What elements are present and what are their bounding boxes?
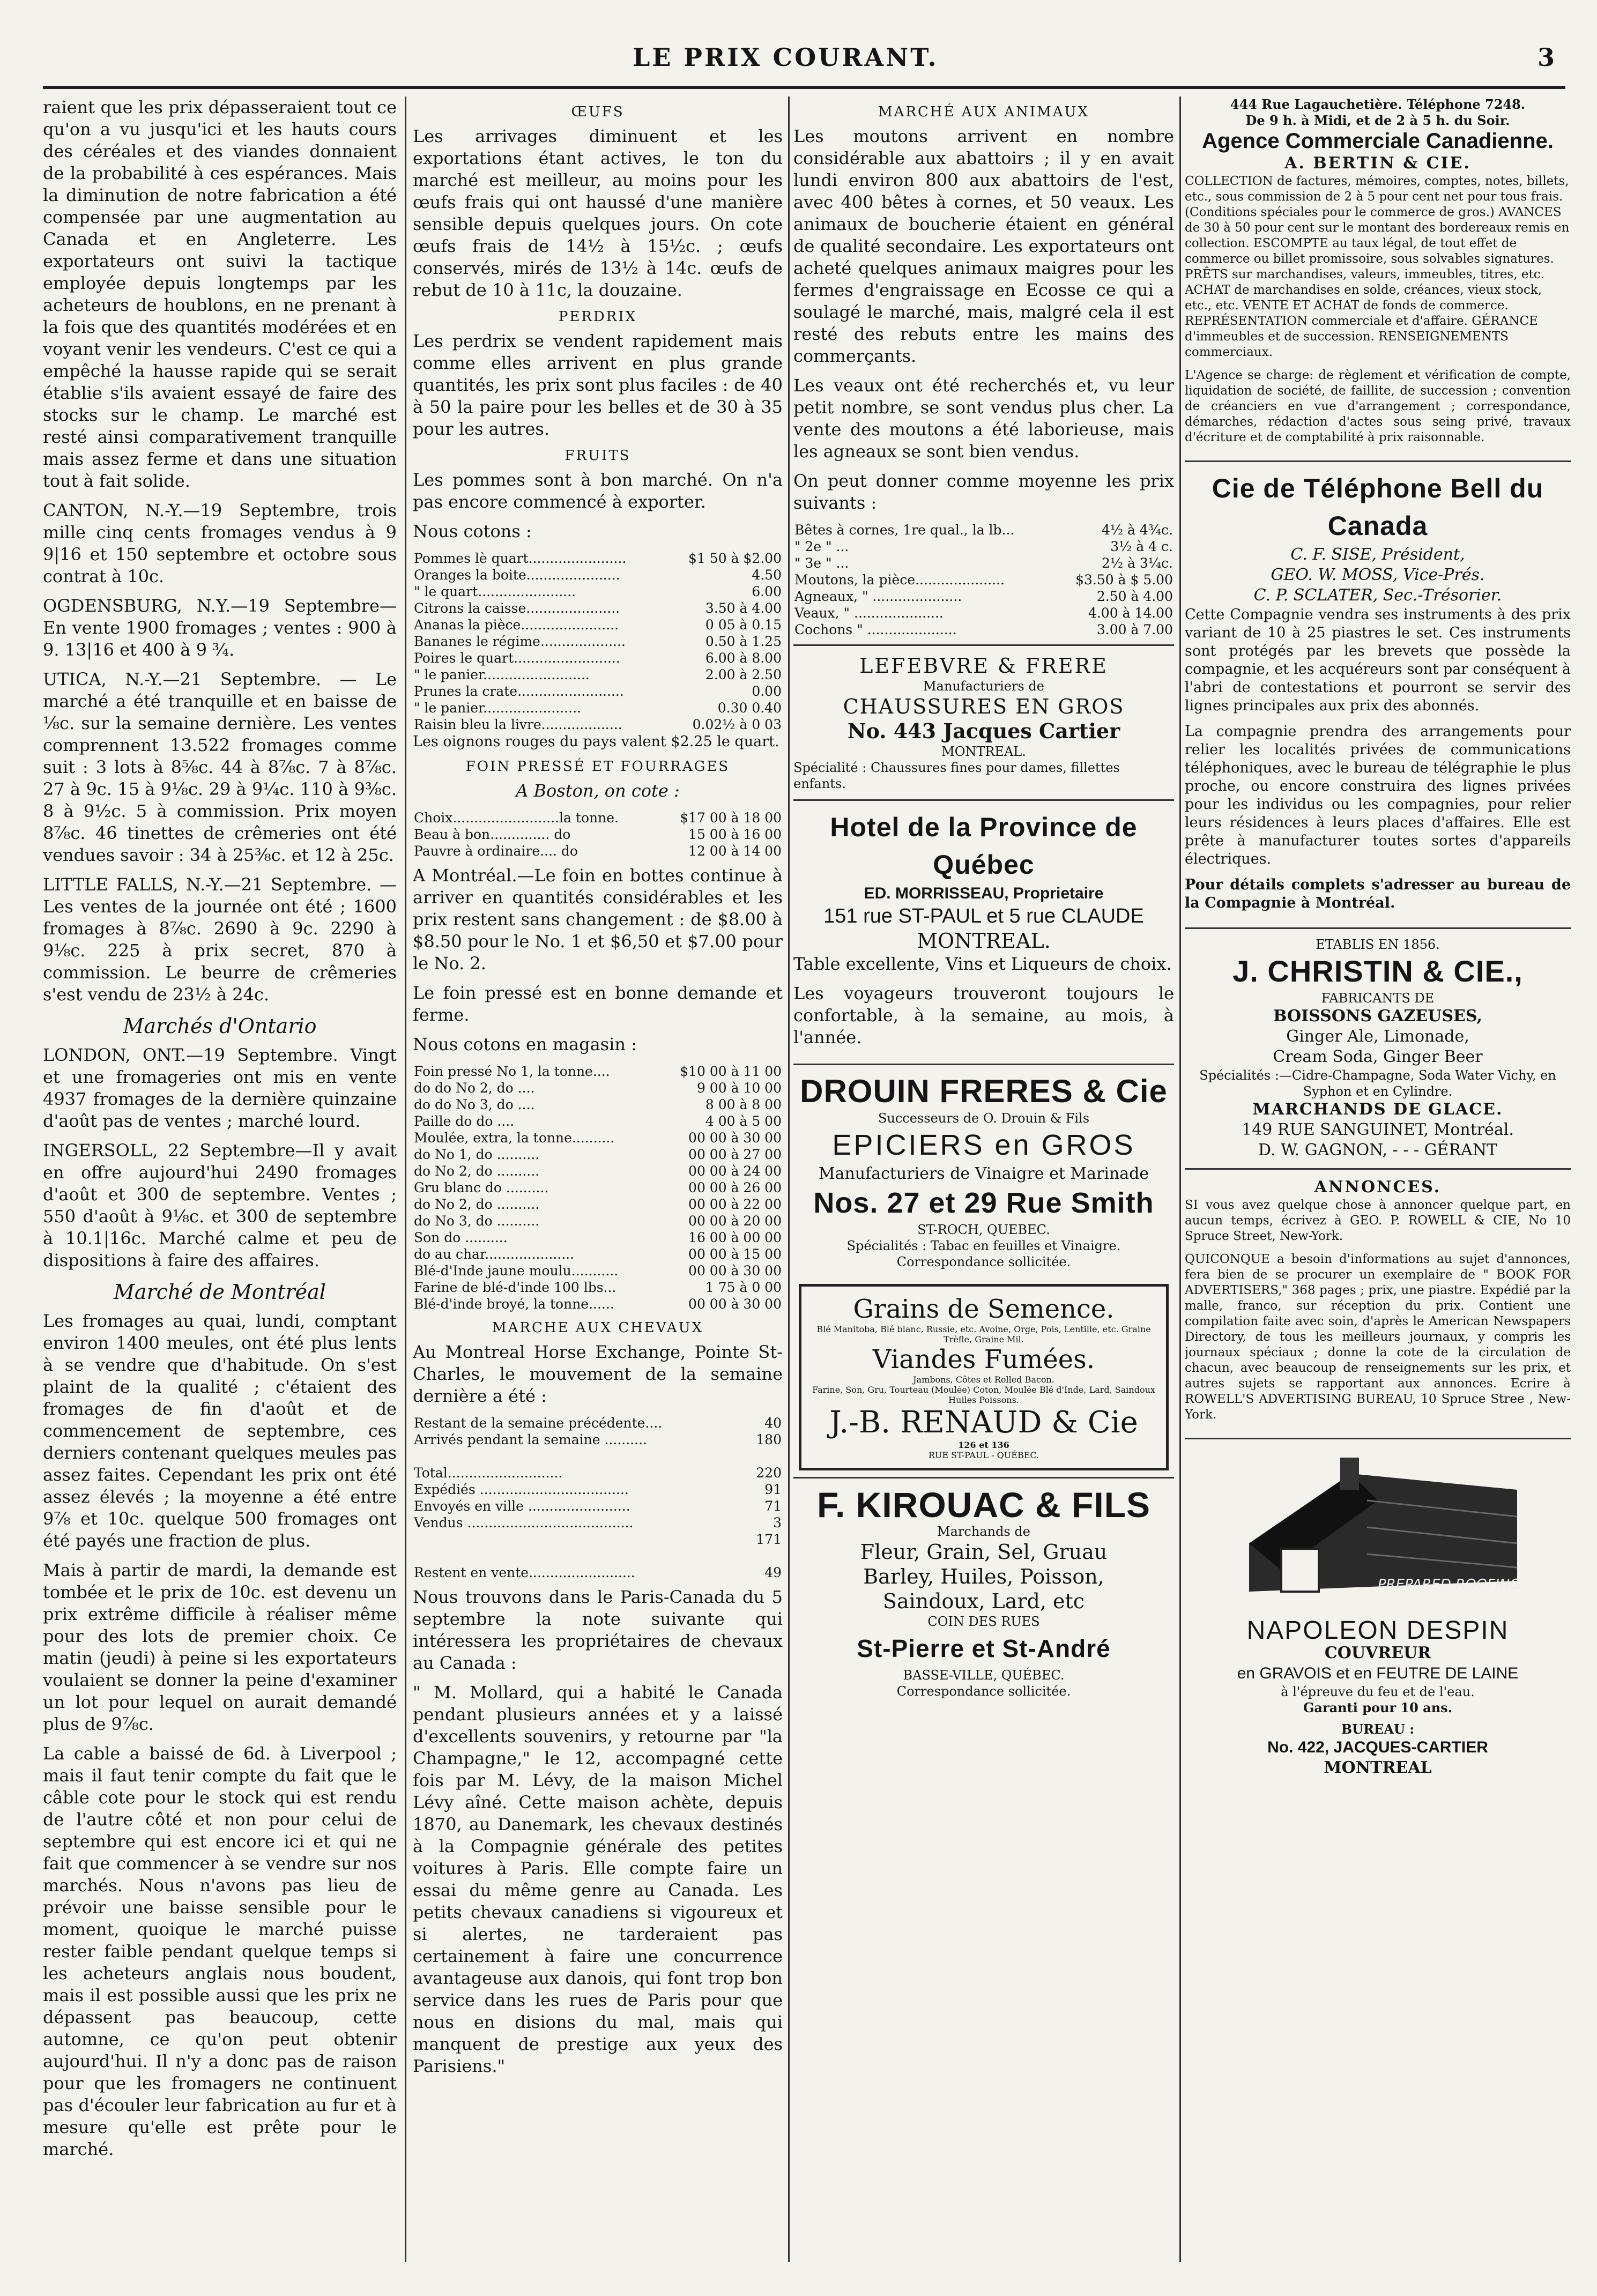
table-row (413, 600, 783, 616)
ad-text: FABRICANTS DE (1321, 991, 1435, 1006)
ad-city: MONTREAL. (941, 744, 1026, 759)
row-value: 49 (764, 1565, 782, 1580)
article-paragraph: Les veaux ont été recherchés et, vu leur petit nombre, se sont vendus plus cher. La vente des moutons a été laborieuse, mais les agneaux se sont bien vendus. (793, 375, 1174, 462)
row-label: " le panier....................... (414, 700, 581, 716)
row-label: do do No 3, do .... (414, 1097, 535, 1112)
row-value: 00 00 à 22 00 (688, 1197, 782, 1212)
section-heading-ontario: Marchés d'Ontario (123, 1014, 317, 1038)
table-row (793, 538, 1174, 555)
ad-text: COLLECTION de factures, mémoires, comptes, notes, billets, etc., sous commission de 2 à 5 pour cent net pour tous frais. (Conditions spéciales pour le commerce de gros.) AVANCES de 30 à 50 pour cent sur le montant des bordereaux remis en collection. ESCOMPTE au taux légal, de tout effet de commerce ou billet promissoire, sous solvables signatures. PRÊTS sur marchandises, valeurs, immeubles, titres, etc. ACHAT de marchandises en solde, créances, vieux stock, etc., etc. VENTE ET ACHAT de fonds de commerce. REPRÉSENTATION commerciale et d'affaire. GÉRANCE d'immeubles et de succession. RENSEIGNEMENTS commerciaux. (1185, 174, 1570, 359)
ad-city: BASSE-VILLE, QUÉBEC. (903, 1668, 1065, 1683)
ad-text: 126 et 136 (958, 1440, 1009, 1450)
row-value: 4.50 (752, 567, 782, 583)
table-row (413, 1262, 783, 1279)
table-row (793, 555, 1174, 571)
table-row (413, 633, 783, 650)
row-value: 0.00 (752, 683, 782, 699)
row-value: 91 (764, 1482, 782, 1497)
table-row (413, 616, 783, 633)
article-paragraph: Les pommes sont à bon marché. On n'a pas encore commencé à exporter. (413, 470, 783, 512)
article-paragraph: Au Montreal Horse Exchange, Pointe St-Charles, le mouvement de la semaine dernière a été : (413, 1342, 783, 1406)
table-row (413, 700, 783, 716)
ad-text: Successeurs de O. Drouin & Fils (878, 1111, 1090, 1126)
ad-address: 151 rue ST-PAUL et 5 rue CLAUDE (823, 905, 1144, 927)
article-paragraph: Les arrivages diminuent et les exportations étant actives, le ton du marché est meilleur, au moins pour les œufs frais qui ont haussé d'une manière sensible depuis quelques jours. On cote œufs frais de 14½ à 15½c. ; œufs conservés, mirés de 13½ à 14c. œufs de rebut de 10 à 11c, la douzaine. (413, 126, 783, 300)
ad-address: St-Pierre et St-André (857, 1634, 1111, 1662)
row-value: 171 (756, 1532, 782, 1547)
row-label: Oranges la boite...................... (414, 567, 620, 583)
advertisement-despin (1185, 1438, 1571, 1786)
row-label: Ananas la pièce....................... (414, 617, 619, 633)
row-label (413, 1548, 746, 1564)
row-label: " 3e " ... (794, 555, 849, 571)
table-row (413, 583, 783, 600)
row-value: $17 00 à 18 00 (680, 810, 782, 826)
row-value: 40 (764, 1415, 782, 1431)
ad-headline: ANNONCES. (1314, 1178, 1442, 1197)
table-row (413, 1146, 783, 1163)
article-paragraph: Nous cotons en magasin : (413, 1034, 637, 1054)
ad-address: Nos. 27 et 29 Rue Smith (813, 1187, 1154, 1219)
row-value: 180 (756, 1432, 782, 1447)
roof-label: PREPARED ROOFING (1378, 1577, 1521, 1593)
row-value: 12 00 à 14 00 (688, 843, 782, 859)
ad-address: RUE ST-PAUL - QUÉBEC. (928, 1450, 1039, 1460)
row-label: Vendus ....................................... (414, 1515, 634, 1530)
article-paragraph: Nous cotons : (413, 521, 532, 541)
row-label (413, 1448, 746, 1465)
ad-city: MONTREAL (1324, 1758, 1432, 1777)
row-value: 9 00 à 10 00 (696, 1080, 782, 1096)
row-value: 3½ à 4 c. (1110, 539, 1173, 554)
row-label: Pommes lè quart....................... (414, 551, 627, 566)
table-row (413, 716, 783, 733)
advertisement-bell (1185, 460, 1571, 927)
ad-text: Spécialité : Chaussures fines pour dames, fillettes enfants. (793, 760, 1120, 791)
row-value: 3 (773, 1515, 782, 1530)
article-paragraph: Nous trouvons dans le Paris-Canada du 5 septembre la note suivante qui intéressera les propriétaires de chevaux au Canada : (413, 1587, 783, 1673)
row-label: Moutons, la pièce..................... (794, 572, 1005, 588)
row-value: 8 00 à 8 00 (705, 1097, 782, 1112)
ad-text: Spécialités : Tabac en feuilles et Vinaigre. Correspondance sollicitée. (846, 1238, 1121, 1269)
row-label: Envoyés en ville ........................ (414, 1498, 630, 1514)
row-label: Bananes le régime.................... (414, 634, 626, 649)
row-label: " le quart....................... (414, 584, 576, 599)
article-paragraph: Mais à partir de mardi, la demande est tombée et le prix de 10c. est devenu un prix extrême difficile à réaliser même pour des lots de premier choix. Ce matin (jeudi) à peine si les exportateurs voulaient se donner la peine d'examiner un lot pour lequel on aurait demandé plus de 9⅞c. (43, 1560, 397, 1734)
ad-text: QUICONQUE a besoin d'informations au sujet d'annonces, fera bien de se procurer un exemplaire de " BOOK FOR ADVERTISERS," 368 pages ; prix, une piastre. Expédié par la malle, franco, sur réception du prix. Contient une compilation faite avec soin, d'après le American Newspapers Directory, de tous les meilleurs journaux, y compris les journaux spéciaux ; donne la cote de la circulation de chacun, avec beaucoup de renseignements sur les prix, et autres sujets se rapportant aux annonces. Ecrire à ROWELL'S ADVERTISING BUREAU, 10 Spruce Stree , New-York. (1185, 1252, 1571, 1422)
table-row (413, 1179, 783, 1196)
advertisement-agence (1185, 96, 1571, 460)
ad-text: L'Agence se charge: de règlement et vérification de compte, liquidation de société, de faillite, de succession ; convention de créanciers en vue d'arrangement ; correspondance, démarches, rédaction d'actes sous seing privé, travaux d'écriture et de comptabilité à prix raisonnable. (1185, 368, 1571, 444)
row-value: 00 00 à 27 00 (688, 1147, 782, 1162)
table-row (413, 1564, 783, 1581)
row-value: 00 00 à 30 00 (688, 1296, 782, 1312)
table-row (413, 1431, 783, 1448)
page-number: 3 (1537, 43, 1555, 72)
ad-text: Spécialités :—Cidre-Champagne, Soda Water Vichy, en Syphon et en Cylindre. (1199, 1068, 1556, 1099)
row-label (413, 1531, 746, 1548)
ad-name: NAPOLEON DESPIN (1246, 1616, 1509, 1645)
table-row (413, 1096, 783, 1113)
row-value: $1 50 à $2.00 (688, 551, 782, 566)
row-label: Son do .......... (414, 1230, 508, 1245)
table-row (413, 1196, 783, 1213)
table-row (413, 1498, 783, 1514)
table-row (413, 1531, 783, 1548)
ad-city: ST-ROCH, QUEBEC. (917, 1222, 1050, 1237)
report-ingersoll: INGERSOLL, 22 Septembre—Il y avait en offre aujourd'hui 2490 fromages d'août et 300 de septembre. Ventes ; 550 d'août à 9⅛c. et 300 de septembre à 10.1|16c. Marché calme et peu de dispositions à faire des affaires. (43, 1140, 397, 1270)
ad-name: LEFEBVRE & FRERE (859, 654, 1108, 678)
ad-text: à l'épreuve du feu et de l'eau. (1281, 1684, 1475, 1699)
row-value: 0 05 à 0.15 (705, 617, 782, 633)
row-value: 2.50 à 4.00 (1096, 589, 1173, 604)
row-label: Veaux, " ..................... (794, 605, 944, 621)
row-label: do No 2, do .......... (414, 1163, 540, 1179)
row-label: Farine de blé-d'inde 100 lbs... (414, 1280, 616, 1295)
advertisement-hotel (793, 799, 1174, 1064)
report-london: LONDON, ONT.—19 Septembre. Vingt et une fromageries ont mis en vente 4937 fromages de la dernière quinzaine d'août pas de ventes ; marché lourd. (43, 1045, 397, 1131)
ad-address: 444 Rue Lagauchetière. Téléphone 7248. (1230, 96, 1526, 112)
table-row (793, 588, 1174, 605)
ad-text: Correspondance sollicitée. (896, 1684, 1071, 1699)
ad-text: ED. MORRISSEAU, Proprietaire (864, 885, 1104, 902)
ad-headline: Grains de Semence. (853, 1294, 1115, 1324)
advertisement-annonces (1185, 1168, 1571, 1438)
row-value: 4½ à 4¾c. (1101, 522, 1173, 538)
table-row (413, 1296, 783, 1312)
table-row (413, 826, 783, 843)
ad-name: Agence Commerciale Canadienne. (1202, 129, 1554, 153)
house-roof-illustration (1217, 1452, 1539, 1613)
row-label: Pauvre à ordinaire.... do (414, 843, 578, 859)
ad-address: 149 RUE SANGUINET, Montréal. (1242, 1120, 1514, 1139)
ad-headline: EPICIERS en GROS (832, 1129, 1135, 1161)
table-row (793, 605, 1174, 621)
section-heading-oeufs: ŒUFS (571, 104, 625, 120)
section-heading-chevaux: MARCHE AUX CHEVAUX (492, 1320, 703, 1336)
horse-movement-table (413, 1415, 783, 1581)
ad-text: Farine, Son, Gru, Tourteau (Moulée) Coton, Moulée Blé d'Inde, Lard, Saindoux Huiles Poissons. (812, 1385, 1155, 1405)
ad-text: Saindoux, Lard, etc (882, 1589, 1085, 1613)
table-row (413, 1213, 783, 1229)
ad-headline: en GRAVOIS et en FEUTRE DE LAINE (1237, 1665, 1519, 1682)
table-row (793, 621, 1174, 638)
column-4 (1185, 96, 1571, 2273)
ad-text: D. W. GAGNON, - - - GÉRANT (1258, 1141, 1497, 1160)
table-row (413, 1448, 783, 1465)
table-row (413, 666, 783, 683)
ad-text: Cette Compagnie vendra ses instruments à des prix variant de 10 à 25 piastres le set. Ces instruments sont protégés par les brevets que possède la compagnie, et les acquéreurs sont par conséquent à l'abri de contestations et pourront se servir des lignes principales aux prix des abonnés. (1185, 606, 1571, 714)
row-label: Blé-d'Inde jaune moulu........... (414, 1263, 619, 1279)
advertisement-christin (1185, 927, 1571, 1168)
row-value: 00 00 à 30 00 (688, 1130, 782, 1146)
header-rule (43, 86, 1565, 89)
ad-text: Cream Soda, Ginger Beer (1273, 1047, 1483, 1066)
report-little-falls: LITTLE FALLS, N.-Y.—21 Septembre. —Les ventes de la journée ont été ; 1600 fromages à 8⅞c. 2690 à 9c. 2290 à 9⅛c. 225 à prix secret, 870 à commission. Le beurre de crêmeries s'est vendu de 23½ à 24c. (43, 874, 397, 1005)
article-paragraph: Les oignons rouges du pays valent $2.25 le quart. (413, 733, 779, 750)
row-value: 3.00 à 7.00 (1096, 622, 1173, 637)
row-value: 6.00 (752, 584, 782, 599)
row-value: 1 75 à 0 00 (705, 1280, 782, 1295)
row-label: Agneaux, " ..................... (794, 589, 962, 604)
ad-address: No. 422, JACQUES-CARTIER (1267, 1738, 1488, 1756)
price-table-animaux (793, 522, 1174, 638)
ad-headline: BOISSONS GAZEUSES, (1273, 1007, 1482, 1026)
row-value: 00 00 à 15 00 (688, 1246, 782, 1262)
ad-text: Garanti pour 10 ans. (1303, 1700, 1453, 1715)
advertisement-drouin (793, 1064, 1174, 1277)
row-value: 3.50 à 4.00 (705, 600, 782, 616)
ad-name: F. KIROUAC & FILS (817, 1485, 1150, 1525)
ad-text: Barley, Huiles, Poisson, (863, 1565, 1104, 1588)
row-label: Paille do do .... (414, 1113, 515, 1129)
ad-text: Marchands de (937, 1524, 1030, 1539)
section-heading-perdrix: PERDRIX (558, 309, 637, 325)
ad-text: Jambons, Côtes et Rolled Bacon. (913, 1374, 1054, 1385)
row-label: do No 2, do .......... (414, 1197, 540, 1212)
column-1 (43, 96, 397, 2273)
row-value: 2½ à 3¼c. (1101, 555, 1173, 571)
row-value (746, 1448, 783, 1465)
row-label: Choix.........................la tonne. (414, 810, 619, 826)
row-label: Restant de la semaine précédente.... (414, 1415, 663, 1431)
row-label: Expédiés ................................... (414, 1482, 629, 1497)
row-label: Arrivés pendant la semaine .......... (414, 1432, 647, 1447)
ad-text: Les voyageurs trouveront toujours le confortable, à la semaine, au mois, à l'année. (793, 983, 1174, 1047)
row-label: " le panier......................... (414, 667, 590, 682)
ad-officer: C. P. SCLATER, Sec.-Trésorier. (1253, 586, 1502, 605)
ad-name: DROUIN FRERES & Cie (800, 1073, 1168, 1109)
row-label: Raisin bleu la livre................... (414, 717, 622, 732)
newspaper-title: LE PRIX COURANT. (633, 43, 939, 72)
ad-text: La compagnie prendra des arrangements pour relier les localités privées de communications téléphoniques, avec le bureau de télégraphie le plus proche, ou encore construira des lignes privées pour les individus ou les compagnies, pour relier leurs résidences à leurs places d'affaires. Elle est prête à manufacturer toutes sortes d'appareils électriques. (1185, 723, 1571, 867)
ad-name: J. CHRISTIN & CIE., (1232, 954, 1523, 988)
table-row (793, 522, 1174, 538)
article-paragraph: raient que les prix dépasseraient tout ce qu'on a vu jusqu'ici et les hauts cours des céréales et des viandes donnaient de la probabilité à ces espérances. Mais la diminution de notre fabrication a été compensée par une augmentation au Canada et en Angleterre. Les exportateurs ont suivi la tactique employée depuis longtemps par les acheteurs de houblons, en ne prenant à la fois que des quantités modérées et en voyant venir les vendeurs. C'est ce qui a empêché la hausse rapide qui se serait établie s'ils avaient essayé de faire des stocks sur le champ. Le marché est resté ainsi comparativement tranquille mais assez ferme et dans une situation tout à fait solide. (43, 97, 397, 491)
report-canton: CANTON, N.-Y.—19 Septembre, trois mille cinq cents fromages vendus à 9 9|16 et 150 septembre et octobre sous contrat à 10c. (43, 500, 397, 586)
row-value: $3.50 à $ 5.00 (1075, 572, 1173, 588)
row-value: 71 (764, 1498, 782, 1514)
table-row (413, 1080, 783, 1096)
ad-text: Fleur, Grain, Sel, Gruau (860, 1540, 1108, 1564)
row-value: 00 00 à 26 00 (688, 1180, 782, 1195)
row-value: 16 00 à 00 00 (688, 1230, 782, 1245)
ad-text: COUVREUR (1324, 1644, 1431, 1662)
table-row (413, 650, 783, 666)
row-value: 0.02½ à 0 03 (692, 717, 782, 732)
row-label: do No 3, do .......... (414, 1213, 540, 1229)
row-value: 0.30 0.40 (717, 700, 782, 716)
ad-text: Manufacturiers de Vinaigre et Marinade (818, 1164, 1149, 1183)
price-table-fruits (413, 550, 783, 733)
row-label: do No 1, do .......... (414, 1147, 540, 1162)
ad-city: MONTREAL. (917, 929, 1051, 953)
row-label: Total........................... (414, 1465, 563, 1481)
price-table-magasin (413, 1063, 783, 1312)
ad-headline: Viandes Fumées. (872, 1344, 1095, 1374)
article-paragraph: Les fromages au quai, lundi, comptant environ 1400 meules, ont été plus lents à se vendre que d'habitude. On s'est plaint de la qualité ; c'étaient des fromages de fin d'août et de commencement de septembre, ces derniers contenant quelques meules pas assez faites. Cependant les prix ont été assez élevés ; la moyenne a été entre 9⅞ et 10c. quelque 500 fromages ont été payés une fraction de plus. (43, 1311, 397, 1551)
ad-text: Table excellente, Vins et Liqueurs de choix. (793, 954, 1172, 974)
table-row (413, 843, 783, 859)
row-value: 00 00 à 24 00 (688, 1163, 782, 1179)
row-label: Moulée, extra, la tonne.......... (414, 1130, 615, 1146)
table-row (413, 1229, 783, 1246)
table-row (413, 1279, 783, 1296)
row-label: Prunes la crate......................... (414, 683, 624, 699)
row-label: Foin pressé No 1, la tonne.... (414, 1064, 610, 1079)
table-row (413, 1163, 783, 1179)
table-row (793, 571, 1174, 588)
column-2 (413, 96, 783, 2273)
row-label: do do No 2, do .... (414, 1080, 535, 1096)
article-paragraph: " M. Mollard, qui a habité le Canada pendant plusieurs années et y a laissé d'excellents souvenirs, y retourne par "la Champagne," le 12, accompagné cette fois par M. Lévy, de la maison Michel Lévy aîné. Cette maison achète, depuis 1870, au Danemark, les chevaux destinés à la Compagnie générale des petites voitures à Paris. Elle compte faire un essai du même genre au Canada. Les petits chevaux canadiens si vigoureux et si alertes, ne tarderaient pas certainement à faire une concurrence avantageuse aux danois, qui font trop bon service dans les rues de Paris pour que nous en disions du mal, mais qui manquent de prestige aux yeux des Parisiens." (413, 1682, 783, 2076)
row-value: 00 00 à 20 00 (688, 1213, 782, 1229)
row-label: Gru blanc do .......... (414, 1180, 549, 1195)
section-heading-foin: FOIN PRESSÉ ET FOURRAGES (465, 759, 730, 775)
row-value: 00 00 à 30 00 (688, 1263, 782, 1279)
ad-text: Ginger Ale, Limonade, (1286, 1027, 1469, 1046)
row-value: 15 00 à 16 00 (688, 827, 782, 842)
row-label: Beau à bon.............. do (414, 827, 571, 842)
article-paragraph: Les moutons arrivent en nombre considérable aux abattoirs ; il y en avait lundi environ 800 aux abattoirs de l'est, avec 400 bêtes à cornes, et 50 veaux. Les animaux de boucherie étaient en général de qualité secondaire. Les exportateurs ont acheté quelques animaux maigres pour les fermes d'engraissage en Ecosse ce qui a soulagé le marché, mais, malgré cela il est resté des rebuts entre les mains des commerçants. (793, 126, 1174, 366)
table-row (413, 683, 783, 700)
table-row (413, 1465, 783, 1481)
ad-name: J.-B. RENAUD & Cie (829, 1405, 1138, 1440)
subheading-boston: A Boston, on cote : (516, 781, 680, 801)
row-label: " 2e " ... (794, 539, 849, 554)
report-utica: UTICA, N.-Y.—21 Septembre. — Le marché a été tranquille et en baisse de ⅛c. sur la semaine dernière. Les ventes comprennent 13.522 fromages comme suit : 3 lots à 8⅝c. 44 à 8⅞c. 7 à 8⅞c. 27 à 9c. 15 à 9⅛c. 29 à 9¼c. 110 à 9⅜c. 8 à 9½c. 5 à commission. Prix moyen 8⅞c. 46 tinettes de crêmeries ont été vendues savoir : 34 à 25⅜c. et 12 à 25c. (43, 669, 397, 865)
article-paragraph: Le foin pressé est en bonne demande et ferme. (413, 983, 783, 1025)
section-heading-fruits: FRUITS (564, 448, 631, 464)
section-heading-montreal: Marché de Montréal (114, 1280, 326, 1304)
table-row (413, 1113, 783, 1130)
ad-headline: MARCHANDS DE GLACE. (1252, 1100, 1503, 1119)
ad-firm: A. BERTIN & CIE. (1284, 154, 1471, 173)
ad-name: Hotel de la Province de Québec (830, 812, 1138, 880)
ad-text: Blé Manitoba, Blé blanc, Russie, etc. Avoine, Orge, Pois, Lentille, etc. Graine Trèfle, Graine Mil. (816, 1324, 1151, 1344)
table-row (413, 1246, 783, 1262)
ad-text: COIN DES RUES (927, 1614, 1040, 1629)
row-value: 6.00 à 8.00 (705, 650, 782, 666)
ad-officer: C. F. SISE, Président, (1290, 545, 1465, 564)
price-table-boston (413, 809, 783, 859)
row-label: Restent en vente......................... (414, 1565, 635, 1580)
column-divider (1179, 96, 1181, 2262)
row-value: 0.50 à 1.25 (705, 634, 782, 649)
advertisement-renaud (799, 1284, 1169, 1470)
article-paragraph: La cable a baissé de 6d. à Liverpool ; mais il faut tenir compte du fait que le câble cote pour le stock qui est rendu de l'autre côté et non pour celui de septembre qui est encore ici et qui ne fait que commencer à se vendre sur nos marchés. Nous n'avons pas lieu de prévoir une baisse sensible pour le moment, quoique le marché puisse rester faible pendant quelque temps si les acheteurs anglais nous boudent, mais il est possible aussi que les prix ne dépassent pas beaucoup, cette automne, ce qu'on peut obtenir aujourd'hui. Il n'y a donc pas de raison pour que les fromagers ne continuent pas d'écouler leur fabrication au fur et à mesure qu'elle est prête pour le marché. (43, 1743, 397, 2159)
row-value: 4.00 à 14.00 (1088, 605, 1173, 621)
ad-address: No. 443 Jacques Cartier (847, 719, 1120, 743)
article-paragraph: A Montréal.—Le foin en bottes continue à arriver en quantités considérables et les prix restent sans changement : de $8.00 à $8.50 pour le No. 1 et $6,50 et $7.00 pour le No. 2. (413, 865, 783, 974)
row-label: Bêtes à cornes, 1re qual., la lb... (794, 522, 1015, 538)
table-row (413, 809, 783, 826)
page-header (43, 43, 1565, 75)
ad-text: Manufacturiers de (923, 679, 1044, 694)
column-divider (405, 96, 406, 2262)
row-value: 4 00 à 5 00 (705, 1113, 782, 1129)
table-row (413, 1415, 783, 1431)
table-row (413, 1481, 783, 1498)
row-value: 220 (756, 1465, 782, 1481)
advertisement-lefebvre (793, 644, 1174, 799)
advertisement-kirouac (793, 1477, 1174, 1707)
article-paragraph: On peut donner comme moyenne les prix suivants : (793, 471, 1174, 513)
row-label: do au char..................... (414, 1246, 575, 1262)
ad-officer: GEO. W. MOSS, Vice-Prés. (1271, 566, 1485, 584)
row-label: Poires le quart......................... (414, 650, 620, 666)
row-value: $10 00 à 11 00 (680, 1064, 782, 1079)
column-3 (793, 96, 1174, 2273)
table-row (413, 1130, 783, 1146)
row-label: Citrons la caisse...................... (414, 600, 620, 616)
ad-text: De 9 h. à Midi, et de 2 à 5 h. du Soir. (1245, 113, 1510, 128)
ad-text: Pour détails complets s'adresser au bureau de la Compagnie à Montréal. (1185, 876, 1571, 911)
column-divider (788, 96, 790, 2262)
article-paragraph: Les perdrix se vendent rapidement mais comme elles arrivent en plus grande quantités, les prix sont plus faciles : de 40 à 50 la paire pour les belles et de 30 à 35 pour les autres. (413, 331, 783, 439)
table-row (413, 1548, 783, 1564)
ad-text: ETABLIS EN 1856. (1316, 937, 1440, 952)
ad-text: BUREAU : (1341, 1721, 1415, 1737)
table-row (413, 1063, 783, 1080)
table-row (413, 1514, 783, 1531)
ad-name: Cie de Téléphone Bell du Canada (1212, 473, 1544, 541)
row-label: Blé-d'inde broyé, la tonne...... (414, 1296, 614, 1312)
table-row (413, 567, 783, 583)
row-label: Cochons " ..................... (794, 622, 957, 637)
table-row (413, 550, 783, 567)
row-value (746, 1548, 783, 1564)
ad-headline: CHAUSSURES EN GROS (843, 695, 1125, 718)
section-heading-animaux: MARCHÉ AUX ANIMAUX (878, 104, 1089, 120)
ad-text: SI vous avez quelque chose à annoncer quelque part, en aucun temps, écrivez à GEO. P. ROWELL & CIE, No 10 Spruce Street, New-York. (1185, 1198, 1571, 1243)
report-ogdensburg: OGDENSBURG, N.Y.—19 Septembre—En vente 1900 fromages ; ventes : 900 à 9. 13|16 et 400 à 9 ¾. (43, 596, 397, 660)
row-value: 2.00 à 2.50 (705, 667, 782, 682)
